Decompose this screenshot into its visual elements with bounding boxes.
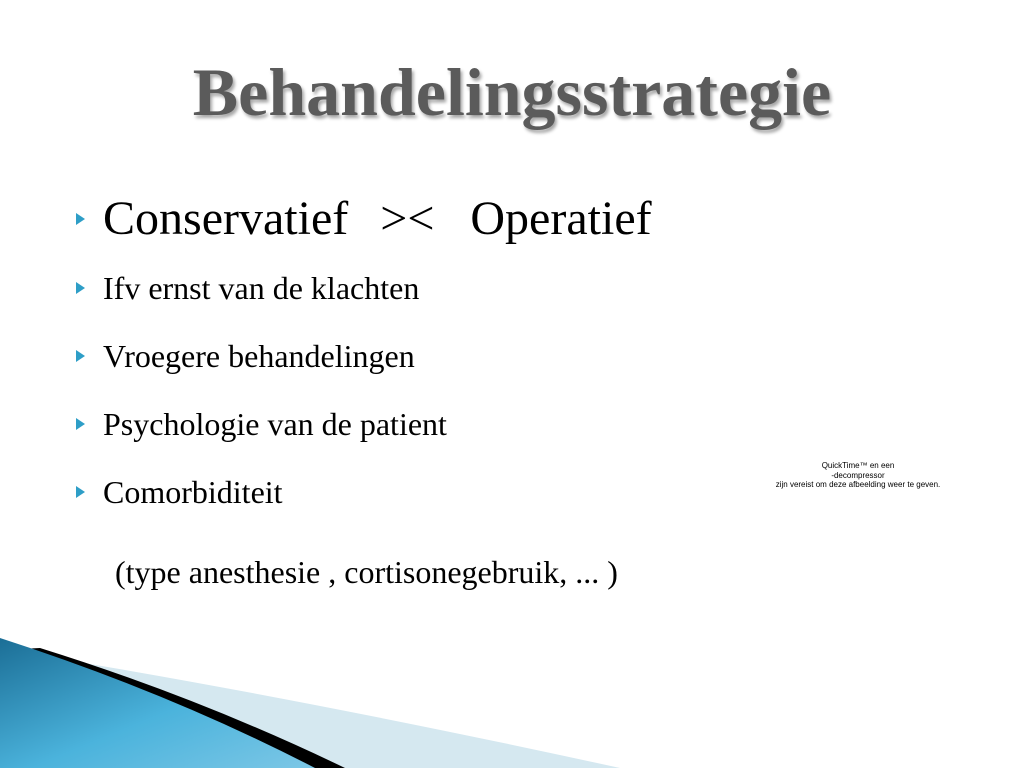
- bullet-list: [76, 188, 652, 540]
- bullet-item-psychologie: [76, 404, 652, 444]
- right-triangle-icon: [76, 418, 85, 430]
- right-triangle-icon: [76, 213, 85, 225]
- bullet-main-operator: ><: [380, 192, 435, 245]
- bullet-continuation: (type anesthesie , cortisonegebruik, ... ): [115, 554, 618, 590]
- quicktime-image-placeholder: [760, 461, 956, 490]
- placeholder-line: zijn vereist om deze afbeelding weer te geven.: [775, 480, 941, 489]
- placeholder-line: QuickTime™ en een: [821, 461, 895, 470]
- bullet-item-ernst: [76, 268, 652, 308]
- bullet-item-main: [76, 188, 652, 250]
- bullet-item-comorbiditeit: [76, 472, 652, 512]
- right-triangle-icon: [76, 486, 85, 498]
- bullet-main-left: Conservatief: [103, 192, 349, 245]
- bullet-label: Comorbiditeit: [103, 474, 283, 510]
- bullet-item-vroegere: [76, 336, 652, 376]
- bullet-label: Vroegere behandelingen: [103, 338, 415, 374]
- placeholder-line: -decompressor: [831, 470, 885, 480]
- bullet-label: Psychologie van de patient: [103, 406, 447, 442]
- bullet-main-right: Operatief: [470, 192, 652, 245]
- right-triangle-icon: [76, 282, 85, 294]
- right-triangle-icon: [76, 350, 85, 362]
- slide-title: Behandelingsstrategie: [192, 54, 832, 130]
- decorative-wave: [0, 638, 1024, 768]
- bullet-label: Ifv ernst van de klachten: [103, 270, 420, 306]
